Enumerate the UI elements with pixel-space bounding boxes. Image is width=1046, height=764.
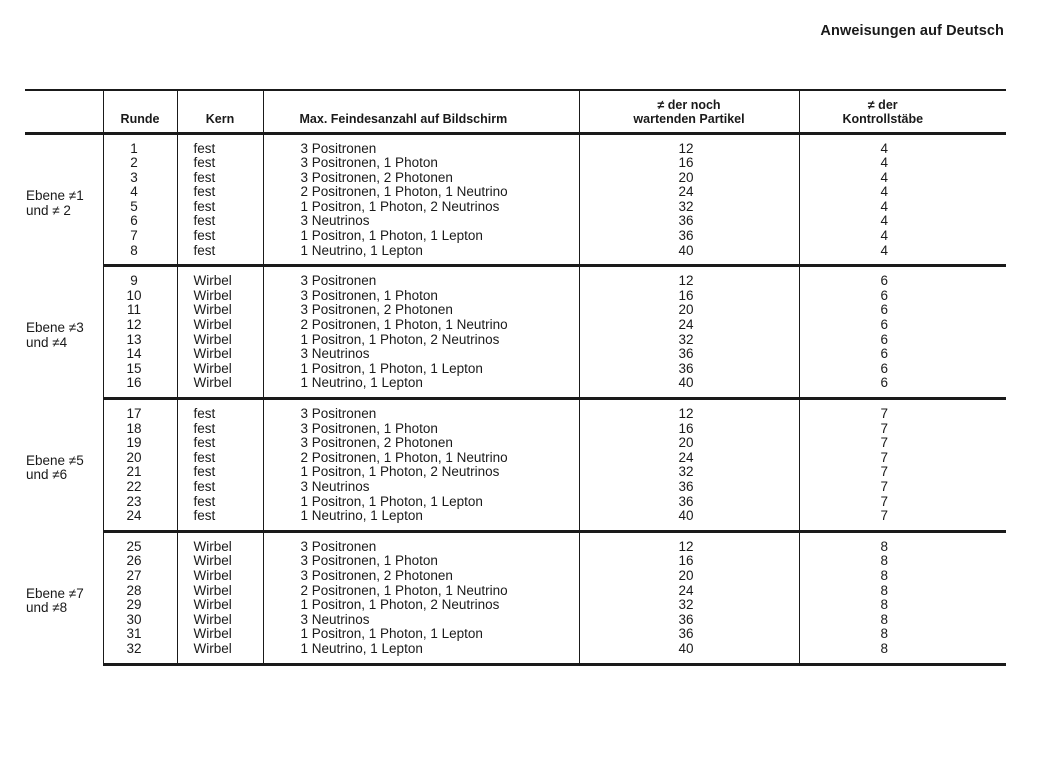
control-rods-cell: 6: [799, 362, 1006, 377]
core-cell: Wirbel: [177, 289, 263, 304]
table-row: [25, 495, 1006, 510]
table-row: [25, 244, 1006, 266]
enemies-cell: 3 Positronen, 1 Photon: [263, 422, 579, 437]
core-cell: Wirbel: [177, 347, 263, 362]
core-cell: Wirbel: [177, 613, 263, 628]
round-cell: 32: [103, 642, 177, 664]
level-group: [25, 399, 1006, 532]
waiting-particles-cell: 36: [579, 347, 799, 362]
enemies-cell: 3 Positronen, 2 Photonen: [263, 569, 579, 584]
level-label-line1: Ebene ≠3: [26, 320, 84, 336]
waiting-particles-cell: 40: [579, 244, 799, 266]
control-rods-cell: 6: [799, 266, 1006, 289]
enemies-cell: 3 Neutrinos: [263, 613, 579, 628]
control-rods-cell: 6: [799, 333, 1006, 348]
round-cell: 11: [103, 303, 177, 318]
round-cell: 30: [103, 613, 177, 628]
core-cell: Wirbel: [177, 318, 263, 333]
enemies-cell: 3 Positronen: [263, 531, 579, 554]
waiting-particles-cell: 24: [579, 451, 799, 466]
enemies-cell: 3 Positronen, 1 Photon: [263, 156, 579, 171]
waiting-particles-cell: 12: [579, 531, 799, 554]
table-row: [25, 171, 1006, 186]
table-row: [25, 333, 1006, 348]
control-rods-cell: 8: [799, 627, 1006, 642]
enemies-cell: 2 Positronen, 1 Photon, 1 Neutrino: [263, 584, 579, 599]
round-cell: 18: [103, 422, 177, 437]
waiting-particles-cell: 36: [579, 495, 799, 510]
enemies-cell: 3 Positronen: [263, 133, 579, 156]
control-rods-cell: 6: [799, 289, 1006, 304]
table-row: [25, 627, 1006, 642]
core-cell: fest: [177, 185, 263, 200]
round-cell: 15: [103, 362, 177, 377]
column-header-waiting-line1: ≠ der noch: [657, 97, 721, 112]
table-row: [25, 531, 1006, 554]
round-cell: 16: [103, 376, 177, 398]
table-row: [25, 422, 1006, 437]
table-row: [25, 266, 1006, 289]
core-cell: fest: [177, 229, 263, 244]
table-row: [25, 465, 1006, 480]
round-cell: 25: [103, 531, 177, 554]
column-header-enemies: Max. Feindesanzahl auf Bildschirm: [263, 90, 579, 133]
enemies-cell: 1 Positron, 1 Photon, 2 Neutrinos: [263, 333, 579, 348]
control-rods-cell: 7: [799, 480, 1006, 495]
core-cell: Wirbel: [177, 584, 263, 599]
control-rods-cell: 4: [799, 185, 1006, 200]
round-cell: 4: [103, 185, 177, 200]
table-row: [25, 156, 1006, 171]
column-header-waiting: [579, 90, 799, 133]
level-label-line2: und ≠8: [26, 600, 68, 616]
waiting-particles-cell: 24: [579, 318, 799, 333]
core-cell: fest: [177, 171, 263, 186]
table-row: [25, 451, 1006, 466]
round-cell: 5: [103, 200, 177, 215]
core-cell: fest: [177, 451, 263, 466]
table-row: [25, 318, 1006, 333]
table-row: [25, 613, 1006, 628]
control-rods-cell: 4: [799, 200, 1006, 215]
column-header-round: Runde: [103, 90, 177, 133]
waiting-particles-cell: 12: [579, 133, 799, 156]
waiting-particles-cell: 16: [579, 422, 799, 437]
round-cell: 14: [103, 347, 177, 362]
level-label-line2: und ≠4: [26, 334, 68, 350]
column-header-level: [25, 90, 103, 133]
core-cell: Wirbel: [177, 598, 263, 613]
core-cell: fest: [177, 200, 263, 215]
round-cell: 8: [103, 244, 177, 266]
enemies-cell: 1 Positron, 1 Photon, 1 Lepton: [263, 627, 579, 642]
enemies-cell: 3 Positronen, 1 Photon: [263, 289, 579, 304]
waiting-particles-cell: 36: [579, 362, 799, 377]
waiting-particles-cell: 20: [579, 569, 799, 584]
column-header-rods-line1: ≠ der: [867, 97, 898, 112]
waiting-particles-cell: 40: [579, 509, 799, 531]
control-rods-cell: 7: [799, 436, 1006, 451]
waiting-particles-cell: 32: [579, 333, 799, 348]
control-rods-cell: 6: [799, 318, 1006, 333]
level-group: [25, 531, 1006, 664]
round-cell: 7: [103, 229, 177, 244]
waiting-particles-cell: 20: [579, 436, 799, 451]
waiting-particles-cell: 40: [579, 642, 799, 664]
enemies-cell: 1 Neutrino, 1 Lepton: [263, 642, 579, 664]
table-row: [25, 214, 1006, 229]
enemies-cell: 3 Neutrinos: [263, 480, 579, 495]
round-cell: 28: [103, 584, 177, 599]
core-cell: fest: [177, 436, 263, 451]
table-row: [25, 509, 1006, 531]
control-rods-cell: 7: [799, 422, 1006, 437]
control-rods-cell: 4: [799, 156, 1006, 171]
waiting-particles-cell: 20: [579, 303, 799, 318]
core-cell: fest: [177, 399, 263, 422]
waiting-particles-cell: 32: [579, 465, 799, 480]
table-row: [25, 569, 1006, 584]
control-rods-cell: 8: [799, 531, 1006, 554]
control-rods-cell: 4: [799, 229, 1006, 244]
round-cell: 6: [103, 214, 177, 229]
control-rods-cell: 7: [799, 451, 1006, 466]
control-rods-cell: 8: [799, 642, 1006, 664]
table-row: [25, 229, 1006, 244]
enemies-cell: 3 Positronen, 2 Photonen: [263, 171, 579, 186]
enemies-cell: 3 Positronen, 2 Photonen: [263, 436, 579, 451]
round-cell: 27: [103, 569, 177, 584]
enemies-cell: 1 Positron, 1 Photon, 1 Lepton: [263, 362, 579, 377]
round-cell: 22: [103, 480, 177, 495]
table-row: [25, 347, 1006, 362]
round-cell: 17: [103, 399, 177, 422]
round-cell: 10: [103, 289, 177, 304]
core-cell: fest: [177, 244, 263, 266]
enemies-cell: 3 Positronen, 2 Photonen: [263, 303, 579, 318]
core-cell: Wirbel: [177, 569, 263, 584]
level-label-line2: und ≠6: [26, 467, 68, 483]
enemies-cell: 1 Positron, 1 Photon, 1 Lepton: [263, 495, 579, 510]
column-header-waiting-line2: wartenden Partikel: [633, 111, 745, 126]
column-header-rods-line2: Kontrollstäbe: [842, 111, 924, 126]
level-group: [25, 266, 1006, 399]
control-rods-cell: 4: [799, 133, 1006, 156]
waiting-particles-cell: 36: [579, 229, 799, 244]
round-cell: 1: [103, 133, 177, 156]
waiting-particles-cell: 36: [579, 613, 799, 628]
level-label: [25, 266, 103, 399]
enemies-cell: 1 Positron, 1 Photon, 2 Neutrinos: [263, 200, 579, 215]
core-cell: Wirbel: [177, 303, 263, 318]
level-label: [25, 531, 103, 664]
table-row: [25, 185, 1006, 200]
control-rods-cell: 4: [799, 214, 1006, 229]
enemies-cell: 1 Positron, 1 Photon, 2 Neutrinos: [263, 598, 579, 613]
core-cell: Wirbel: [177, 627, 263, 642]
core-cell: Wirbel: [177, 642, 263, 664]
round-cell: 9: [103, 266, 177, 289]
column-header-rods: [799, 90, 1006, 133]
control-rods-cell: 4: [799, 171, 1006, 186]
round-cell: 31: [103, 627, 177, 642]
core-cell: fest: [177, 156, 263, 171]
round-cell: 13: [103, 333, 177, 348]
control-rods-cell: 4: [799, 244, 1006, 266]
core-cell: fest: [177, 509, 263, 531]
core-cell: fest: [177, 422, 263, 437]
table-row: [25, 480, 1006, 495]
level-label: [25, 133, 103, 266]
waiting-particles-cell: 36: [579, 480, 799, 495]
level-label: [25, 399, 103, 532]
table-row: [25, 598, 1006, 613]
table-row: [25, 642, 1006, 664]
control-rods-cell: 6: [799, 303, 1006, 318]
control-rods-cell: 7: [799, 465, 1006, 480]
core-cell: fest: [177, 133, 263, 156]
core-cell: fest: [177, 480, 263, 495]
enemies-cell: 1 Neutrino, 1 Lepton: [263, 509, 579, 531]
control-rods-cell: 8: [799, 569, 1006, 584]
control-rods-cell: 6: [799, 376, 1006, 398]
enemies-cell: 2 Positronen, 1 Photon, 1 Neutrino: [263, 185, 579, 200]
table-row: [25, 436, 1006, 451]
enemies-cell: 3 Positronen, 1 Photon: [263, 554, 579, 569]
round-cell: 26: [103, 554, 177, 569]
enemies-cell: 2 Positronen, 1 Photon, 1 Neutrino: [263, 451, 579, 466]
level-group: [25, 133, 1006, 266]
waiting-particles-cell: 24: [579, 185, 799, 200]
waiting-particles-cell: 36: [579, 214, 799, 229]
round-cell: 19: [103, 436, 177, 451]
enemies-cell: 1 Neutrino, 1 Lepton: [263, 376, 579, 398]
core-cell: fest: [177, 214, 263, 229]
table-header: [25, 90, 1006, 133]
enemies-cell: 3 Positronen: [263, 399, 579, 422]
level-label-line1: Ebene ≠7: [26, 585, 84, 601]
enemies-cell: 1 Neutrino, 1 Lepton: [263, 244, 579, 266]
waiting-particles-cell: 12: [579, 266, 799, 289]
stage-table: [25, 89, 1006, 666]
enemies-cell: 3 Neutrinos: [263, 214, 579, 229]
round-cell: 29: [103, 598, 177, 613]
table-row: [25, 289, 1006, 304]
table-row: [25, 133, 1006, 156]
waiting-particles-cell: 24: [579, 584, 799, 599]
table-row: [25, 200, 1006, 215]
control-rods-cell: 7: [799, 495, 1006, 510]
round-cell: 12: [103, 318, 177, 333]
round-cell: 24: [103, 509, 177, 531]
core-cell: Wirbel: [177, 333, 263, 348]
round-cell: 2: [103, 156, 177, 171]
core-cell: fest: [177, 465, 263, 480]
waiting-particles-cell: 12: [579, 399, 799, 422]
round-cell: 3: [103, 171, 177, 186]
round-cell: 20: [103, 451, 177, 466]
control-rods-cell: 8: [799, 613, 1006, 628]
control-rods-cell: 8: [799, 598, 1006, 613]
control-rods-cell: 7: [799, 509, 1006, 531]
enemies-cell: 1 Positron, 1 Photon, 2 Neutrinos: [263, 465, 579, 480]
waiting-particles-cell: 16: [579, 554, 799, 569]
level-label-line1: Ebene ≠1: [26, 188, 84, 204]
table-row: [25, 399, 1006, 422]
control-rods-cell: 8: [799, 584, 1006, 599]
core-cell: Wirbel: [177, 531, 263, 554]
round-cell: 23: [103, 495, 177, 510]
control-rods-cell: 8: [799, 554, 1006, 569]
waiting-particles-cell: 32: [579, 598, 799, 613]
enemies-cell: 2 Positronen, 1 Photon, 1 Neutrino: [263, 318, 579, 333]
table-row: [25, 303, 1006, 318]
waiting-particles-cell: 16: [579, 156, 799, 171]
core-cell: Wirbel: [177, 362, 263, 377]
table-row: [25, 362, 1006, 377]
enemies-cell: 3 Neutrinos: [263, 347, 579, 362]
page-title: Anweisungen auf Deutsch: [820, 23, 1004, 39]
table-row: [25, 584, 1006, 599]
table-row: [25, 554, 1006, 569]
round-cell: 21: [103, 465, 177, 480]
enemies-cell: 1 Positron, 1 Photon, 1 Lepton: [263, 229, 579, 244]
waiting-particles-cell: 32: [579, 200, 799, 215]
column-header-core: Kern: [177, 90, 263, 133]
waiting-particles-cell: 36: [579, 627, 799, 642]
waiting-particles-cell: 40: [579, 376, 799, 398]
core-cell: Wirbel: [177, 266, 263, 289]
control-rods-cell: 6: [799, 347, 1006, 362]
waiting-particles-cell: 20: [579, 171, 799, 186]
core-cell: Wirbel: [177, 376, 263, 398]
core-cell: fest: [177, 495, 263, 510]
level-label-line2: und ≠ 2: [26, 202, 71, 218]
enemies-cell: 3 Positronen: [263, 266, 579, 289]
core-cell: Wirbel: [177, 554, 263, 569]
level-label-line1: Ebene ≠5: [26, 452, 84, 468]
waiting-particles-cell: 16: [579, 289, 799, 304]
control-rods-cell: 7: [799, 399, 1006, 422]
table-row: [25, 376, 1006, 398]
